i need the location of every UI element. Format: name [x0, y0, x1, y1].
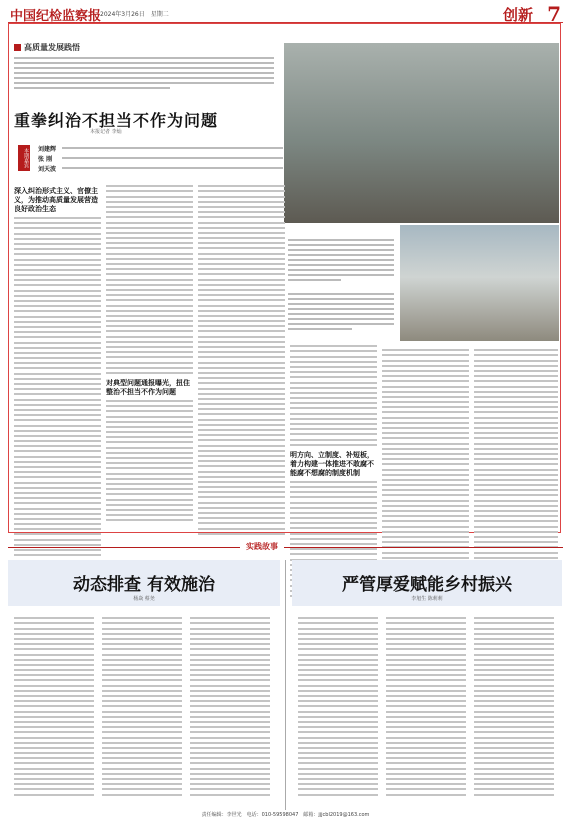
article-column	[102, 614, 182, 799]
guest-panel	[18, 143, 283, 173]
practice-label: 实践故事	[240, 541, 284, 552]
guest-name: 张 刚	[38, 155, 53, 163]
feature-subhead: 深入纠治形式主义、官僚主义，为推动高质量发展营造良好政治生态	[14, 186, 98, 213]
practice-article-right	[292, 560, 562, 810]
article-byline: 李旭生 陈莉莉	[411, 596, 443, 602]
feature-headline: 重拳纠治不担当不作为问题	[14, 111, 219, 130]
guest-row	[38, 143, 283, 153]
photo-caption	[288, 236, 394, 333]
feature-rubric	[14, 42, 80, 53]
feature-subhead: 明方向、立制度、补短板，着力构建一体推进不敢腐不能腐不想腐的制度机制	[290, 449, 374, 477]
column-divider	[285, 560, 286, 810]
article-column	[14, 614, 94, 799]
guest-name: 刘天波	[38, 165, 57, 173]
article-column	[298, 614, 378, 799]
guest-panel-tag: 本期嘉宾	[18, 145, 30, 171]
rubric-square-icon	[14, 44, 21, 51]
feature-photo-inspection	[400, 225, 559, 341]
article-byline: 杨焱 蔡尧	[133, 596, 155, 602]
feature-column	[198, 182, 285, 538]
feature-intro	[14, 54, 274, 92]
practice-article-left	[8, 560, 280, 810]
masthead	[8, 2, 563, 26]
article-headline: 严管厚爱赋能乡村振兴	[342, 575, 512, 595]
guest-row	[38, 153, 283, 163]
article-header	[8, 560, 280, 606]
feature-column	[474, 346, 558, 593]
guest-name: 刘建辉	[38, 145, 57, 153]
issue-date: 2024年3月26日 星期二	[100, 11, 169, 18]
feature-column	[382, 346, 469, 593]
page-number: 7	[547, 2, 561, 26]
page-footer: 责任编辑：李世光 电话：010-59598047 邮箱：jjjcbl2019@163.com	[201, 812, 370, 818]
rubric-label: 高质量发展践悟	[24, 42, 80, 52]
guest-row	[38, 163, 283, 173]
article-column	[474, 614, 554, 799]
feature-subhead: 对典型问题通报曝光，扭住整治不担当不作为问题	[106, 377, 190, 396]
section-title: 创新	[502, 6, 533, 24]
feature-column	[14, 182, 101, 559]
article-header	[292, 560, 562, 606]
feature-photo-meeting	[284, 43, 559, 223]
article-column	[190, 614, 270, 799]
article-column	[386, 614, 466, 799]
article-headline: 动态排查 有效施治	[73, 575, 215, 595]
feature-column	[106, 182, 193, 524]
practice-band	[8, 541, 563, 553]
feature-byline: 本报记者 李灿	[90, 129, 122, 135]
newspaper-logo: 中国纪检监察报	[10, 9, 102, 24]
